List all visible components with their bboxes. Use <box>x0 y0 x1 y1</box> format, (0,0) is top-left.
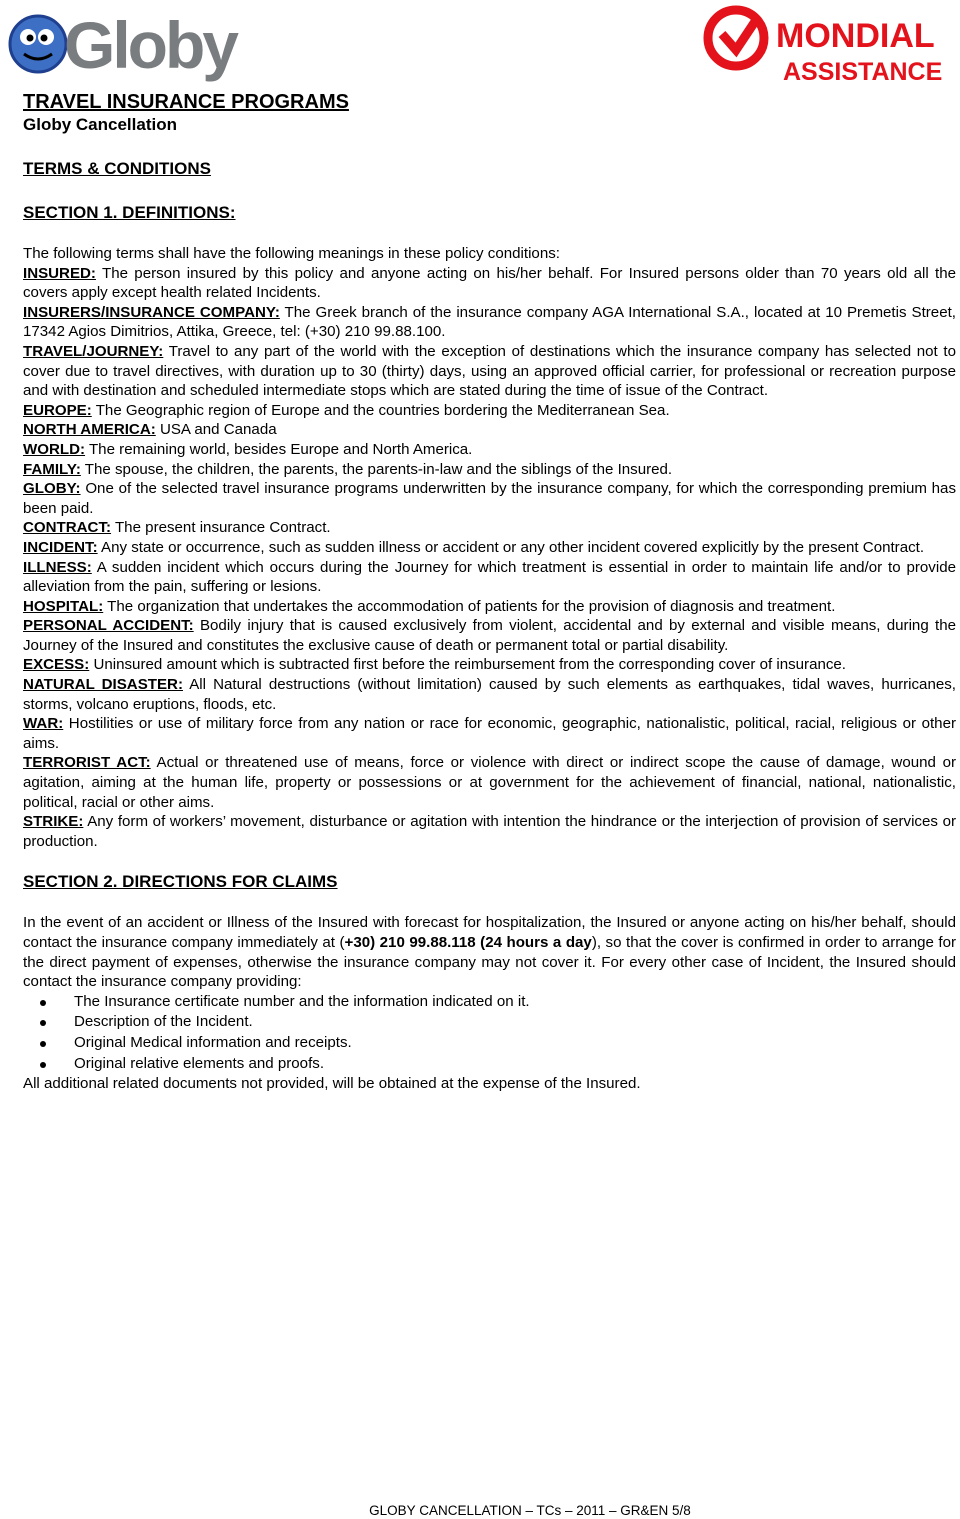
definition-text: A sudden incident which occurs during the Journey for which treatment is essential in order to maintain life and/or to provide alleviation from the pain, suffering or lesions. <box>23 558 956 596</box>
section2-heading: SECTION 2. DIRECTIONS FOR CLAIMS <box>23 872 338 892</box>
definition-text: Any state or occurrence, such as sudden illness or accident or any other incident covered explicitly by the present Contract. <box>97 538 925 556</box>
footer-text: GLOBY CANCELLATION – TCs – 2011 – GR&EN 5/8 <box>369 1503 691 1518</box>
definition-text: The organization that undertakes the accommodation of patients for the provision of diagnosis and treatment. <box>103 597 836 615</box>
definition-term: INSURED: <box>23 264 96 282</box>
mondial-logo-line2: ASSISTANCE <box>783 58 943 86</box>
definition-item <box>23 558 956 597</box>
definition-text: Actual or threatened use of means, force or violence with direct or indirect scope the cause of damage, wound or agitation, aiming at the human life, property or possessions or at government for the achievement of financial, national, nationalistic, political, racial or other aims. <box>23 754 956 811</box>
section1-heading: SECTION 1. DEFINITIONS: <box>23 203 236 222</box>
definitions-list <box>23 264 956 852</box>
definition-text: All Natural destructions (without limitation) caused by such elements as earthquakes, tidal waves, hurricanes, storms, volcano eruptions, floods, etc. <box>23 676 956 713</box>
definition-item <box>23 675 956 714</box>
definition-item <box>23 479 956 518</box>
definition-text: Uninsured amount which is subtracted first before the reimbursement from the corresponding cover of insurance. <box>89 656 846 674</box>
definition-term: TERRORIST ACT: <box>23 754 151 772</box>
section2-paragraph-part3: ), so that the cover is confirmed in order to arrange for the direct payment of expenses, otherwise the insurance company may not cover it. For every other case of Incident, the Insured should contact the insurance company providing: <box>23 934 956 991</box>
definition-text: Travel to any part of the world with the exception of destinations which the insurance company has selected not to cover due to travel directives, with duration up to 30 (thirty) days, using an approved official carrier, for professional or recreation purpose and with destination and scheduled intermediate stops which are stated during the time of issue of the Contract. <box>23 342 956 400</box>
definition-term: EXCESS: <box>23 656 90 674</box>
definition-term: STRIKE: <box>23 813 84 831</box>
definition-item <box>23 440 956 460</box>
definition-item <box>23 714 956 753</box>
section2-closing: All additional related documents not provided, will be obtained at the expense of the Insured. <box>23 1075 641 1093</box>
definition-text: Hostilities or use of military force from any nation or race for economic, geographic, nationalistic, political, racial, religious or other aims. <box>23 715 956 752</box>
bullet-icon <box>40 1020 46 1026</box>
document-subtitle: Globy Cancellation <box>23 115 177 134</box>
definition-term: INSURERS/INSURANCE COMPANY: <box>23 303 280 321</box>
definition-text: The Geographic region of Europe and the countries bordering the Mediterranean Sea. <box>91 401 670 419</box>
page-footer <box>0 1503 960 1518</box>
definition-item <box>23 401 956 421</box>
definition-term: NORTH AMERICA: <box>23 421 156 439</box>
definition-text: One of the selected travel insurance programs underwritten by the insurance company, for which the corresponding premium has been paid. <box>23 480 956 517</box>
globy-logo <box>6 4 266 84</box>
list-item: Description of the Incident. <box>23 1012 956 1033</box>
definition-term: ILLNESS: <box>23 558 92 576</box>
document-title: TRAVEL INSURANCE PROGRAMS <box>23 91 349 113</box>
definition-term: EUROPE: <box>23 401 92 419</box>
mondial-logo-line1: MONDIAL <box>776 17 935 55</box>
definition-term: CONTRACT: <box>23 519 112 537</box>
definition-item <box>23 655 956 675</box>
list-item: Original Medical information and receipts. <box>23 1033 956 1054</box>
definition-term: NATURAL DISASTER: <box>23 676 183 694</box>
section2-paragraph-part2: (24 hours a day <box>475 934 592 951</box>
claims-requirements-list <box>23 992 956 1074</box>
terms-heading: TERMS & CONDITIONS <box>23 159 211 178</box>
definition-term: GLOBY: <box>23 480 81 498</box>
bullet-icon <box>40 1000 46 1006</box>
claims-phone-number: +30) 210 99.88.118 <box>344 934 476 951</box>
bullet-icon <box>40 1062 46 1068</box>
definition-item <box>23 264 956 303</box>
definition-item <box>23 303 956 342</box>
mondial-assistance-logo <box>700 2 960 86</box>
definition-text: Any form of workers’ movement, disturbance or agitation with intention the hindrance or the interjection of provision of services or production. <box>23 813 956 850</box>
list-item: The Insurance certificate number and the information indicated on it. <box>23 992 956 1013</box>
definition-term: INCIDENT: <box>23 538 98 556</box>
definition-item <box>23 597 956 617</box>
definition-item <box>23 518 956 538</box>
definition-item <box>23 342 956 401</box>
definition-item <box>23 538 956 558</box>
definition-term: TRAVEL/JOURNEY: <box>23 342 164 360</box>
definition-item <box>23 420 956 440</box>
bullet-icon <box>40 1041 46 1047</box>
definition-text: The remaining world, besides Europe and North America. <box>85 440 473 458</box>
list-item: Original relative elements and proofs. <box>23 1054 956 1075</box>
section2-paragraph <box>23 913 956 991</box>
definition-term: WAR: <box>23 715 64 733</box>
definition-item <box>23 753 956 812</box>
definition-text: The present insurance Contract. <box>111 519 331 537</box>
definition-item <box>23 616 956 655</box>
definition-term: PERSONAL ACCIDENT: <box>23 617 194 635</box>
definition-term: WORLD: <box>23 440 86 458</box>
definition-text: USA and Canada <box>155 421 277 439</box>
section1-intro: The following terms shall have the following meanings in these policy conditions: <box>23 245 560 262</box>
definition-term: FAMILY: <box>23 460 81 478</box>
definition-text: Bodily injury that is caused exclusively from violent, accidental and by external and visible means, during the Journey of the Insured and constitutes the exclusive cause of death or permanent total or partial disability. <box>23 617 956 654</box>
definition-text: The Greek branch of the insurance company AGA International S.A., located at 10 Premetis Street, 17342 Agios Dimitrios, Attika, Greece, tel: (+30) 210 99.88.100. <box>23 303 956 341</box>
definition-item <box>23 460 956 480</box>
definition-text: The person insured by this policy and anyone acting on his/her behalf. For Insured persons older than 70 years old all the covers apply except health related Incidents. <box>23 264 956 302</box>
definition-text: The spouse, the children, the parents, the parents-in-law and the siblings of the Insured. <box>80 460 673 478</box>
globy-logo-text: Globy <box>64 8 237 82</box>
section2-paragraph-part1: In the event of an accident or Illness of the Insured with forecast for hospitalization, the Insured or anyone acting on his/her behalf, should contact the insurance company immediately at ( <box>23 914 956 951</box>
document-body <box>23 90 956 1094</box>
definition-item <box>23 812 956 851</box>
definition-term: HOSPITAL: <box>23 597 104 615</box>
